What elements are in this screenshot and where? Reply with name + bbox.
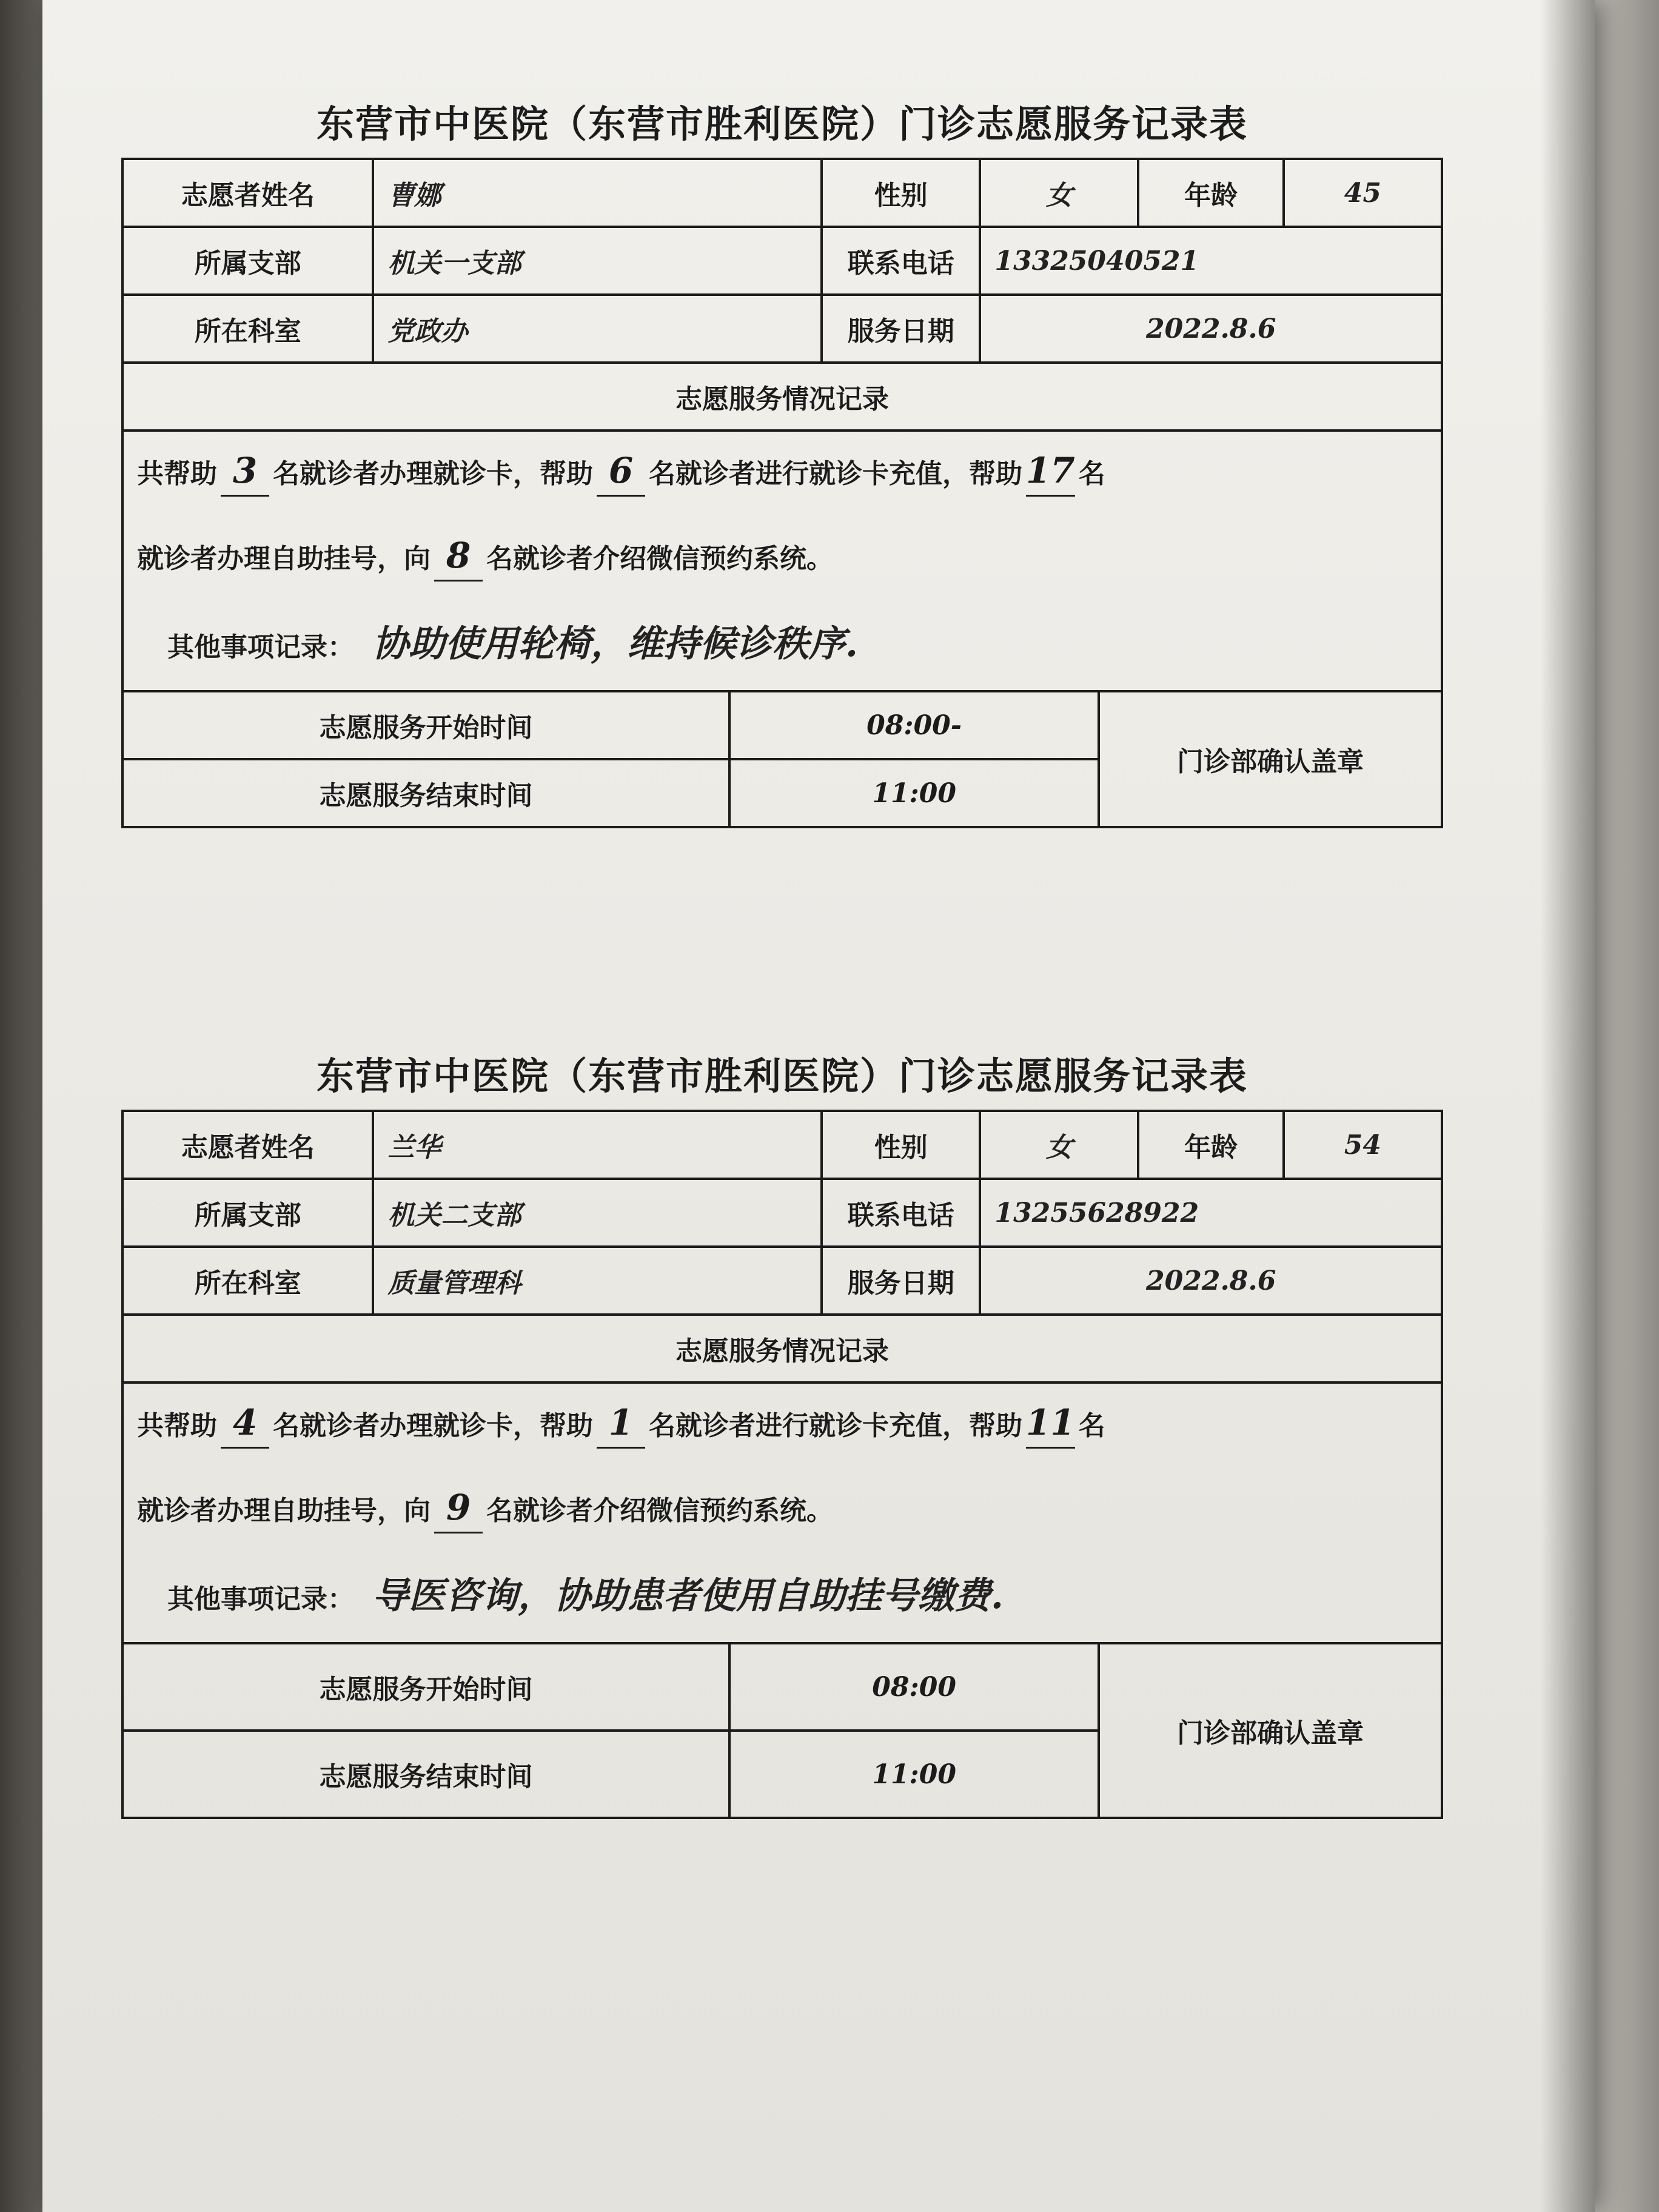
record-form-1 (121, 91, 1443, 828)
service-sentence (137, 432, 1427, 602)
sentence-text: 就诊者办理自助挂号，向 (137, 1495, 431, 1526)
volunteer-info-table (121, 1110, 1443, 1644)
sentence-text: 共帮助 (137, 1410, 217, 1441)
value-gender: 女 (980, 1111, 1138, 1179)
label-dept: 所在科室 (122, 295, 373, 363)
value-phone: 13325040521 (980, 227, 1442, 295)
service-sentence (137, 1384, 1427, 1553)
value-date: 2022.8.6 (980, 1247, 1442, 1315)
label-branch: 所属支部 (122, 227, 373, 295)
value-age: 54 (1284, 1111, 1442, 1179)
count-selfreg: 11 (1026, 1398, 1075, 1449)
label-name: 志愿者姓名 (122, 159, 373, 227)
label-start: 志愿服务开始时间 (122, 1643, 729, 1731)
label-phone: 联系电话 (822, 1179, 980, 1247)
value-name: 曹娜 (373, 159, 822, 227)
value-branch: 机关一支部 (373, 227, 822, 295)
label-other: 其他事项记录： (167, 632, 354, 663)
value-dept: 质量管理科 (373, 1247, 822, 1315)
value-end: 11:00 (729, 759, 1099, 827)
page-edge-shade (1540, 0, 1595, 2212)
sentence-text: 就诊者办理自助挂号，向 (137, 543, 431, 574)
label-phone: 联系电话 (822, 227, 980, 295)
section-title: 志愿服务情况记录 (122, 363, 1442, 431)
count-recharge: 6 (597, 446, 645, 497)
count-selfreg: 17 (1026, 446, 1075, 497)
label-age: 年龄 (1138, 159, 1283, 227)
value-end: 11:00 (729, 1731, 1099, 1818)
value-age: 45 (1284, 159, 1442, 227)
section-title: 志愿服务情况记录 (122, 1315, 1442, 1382)
value-name: 兰华 (373, 1111, 822, 1179)
label-gender: 性别 (822, 1111, 980, 1179)
count-card: 3 (221, 446, 269, 497)
form-title: 东营市中医院（东营市胜利医院）门诊志愿服务记录表 (316, 102, 1248, 146)
service-record-body (122, 1382, 1442, 1643)
label-dept: 所在科室 (122, 1247, 373, 1315)
label-start: 志愿服务开始时间 (122, 691, 729, 759)
record-form-2 (121, 1043, 1443, 1819)
label-age: 年龄 (1138, 1111, 1283, 1179)
service-time-table (121, 1642, 1443, 1819)
value-branch: 机关二支部 (373, 1179, 822, 1247)
count-card: 4 (221, 1398, 269, 1449)
sentence-text: 名就诊者办理就诊卡，帮助 (273, 458, 593, 489)
label-date: 服务日期 (822, 1247, 980, 1315)
volunteer-info-table (121, 158, 1443, 692)
label-end: 志愿服务结束时间 (122, 759, 729, 827)
value-start: 08:00 (729, 1643, 1099, 1731)
label-branch: 所属支部 (122, 1179, 373, 1247)
value-dept: 党政办 (373, 295, 822, 363)
service-time-table (121, 690, 1443, 828)
background-right-strip (1595, 0, 1659, 2212)
count-wechat: 9 (434, 1483, 483, 1533)
label-name: 志愿者姓名 (122, 1111, 373, 1179)
value-other: 协助使用轮椅，维持候诊秩序. (372, 623, 858, 665)
value-other: 导医咨询，协助患者使用自助挂号缴费. (372, 1575, 1004, 1617)
stamp-area: 门诊部确认盖章 (1099, 691, 1442, 827)
value-start: 08:00- (729, 691, 1099, 759)
sentence-text: 名就诊者介绍微信预约系统。 (486, 1495, 833, 1526)
service-record-body (122, 431, 1442, 691)
form-title: 东营市中医院（东营市胜利医院）门诊志愿服务记录表 (316, 1054, 1248, 1098)
value-phone: 13255628922 (980, 1179, 1442, 1247)
value-date: 2022.8.6 (980, 295, 1442, 363)
other-notes (167, 602, 1427, 690)
stamp-area: 门诊部确认盖章 (1099, 1643, 1442, 1818)
label-gender: 性别 (822, 159, 980, 227)
value-gender: 女 (980, 159, 1138, 227)
label-date: 服务日期 (822, 295, 980, 363)
count-wechat: 8 (434, 531, 483, 581)
label-other: 其他事项记录： (167, 1584, 354, 1615)
sentence-text: 共帮助 (137, 458, 217, 489)
sentence-text: 名就诊者办理就诊卡，帮助 (273, 1410, 593, 1441)
sentence-text: 名 (1078, 458, 1105, 489)
sentence-text: 名就诊者进行就诊卡充值，帮助 (649, 1410, 1022, 1441)
sentence-text: 名就诊者进行就诊卡充值，帮助 (649, 458, 1022, 489)
count-recharge: 1 (597, 1398, 645, 1449)
other-notes (167, 1553, 1427, 1642)
sentence-text: 名 (1078, 1410, 1105, 1441)
sentence-text: 名就诊者介绍微信预约系统。 (486, 543, 833, 574)
label-end: 志愿服务结束时间 (122, 1731, 729, 1818)
